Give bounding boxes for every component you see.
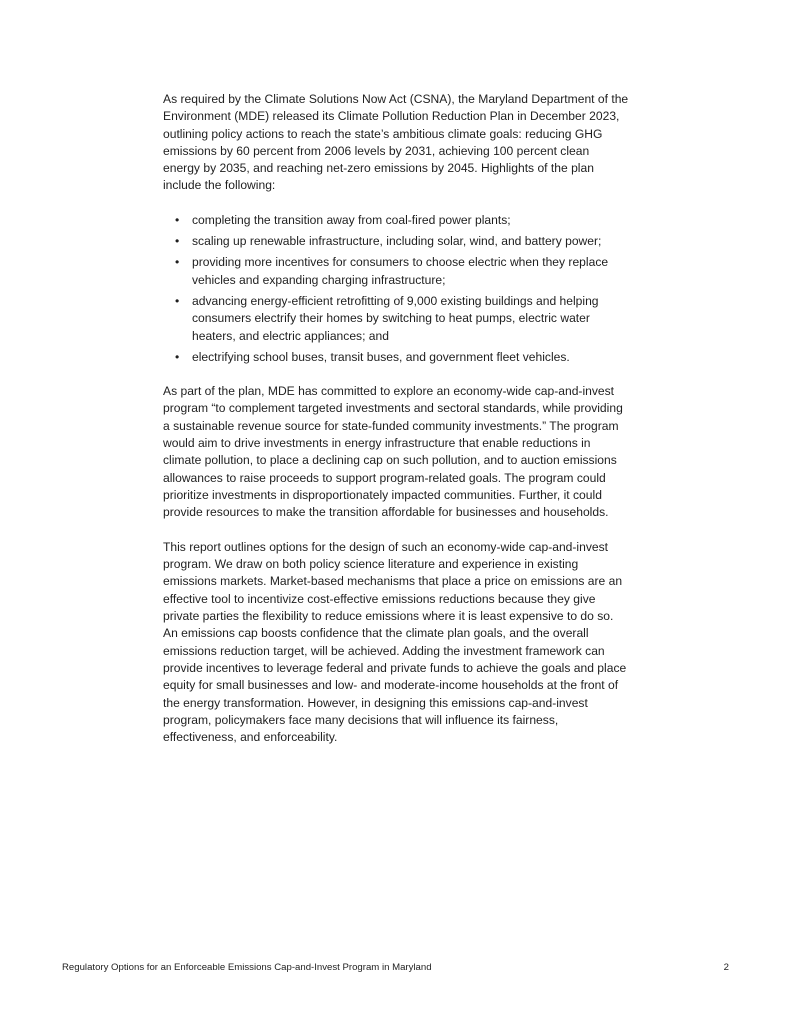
- page-body: [163, 91, 629, 746]
- list-item-text: advancing energy-efficient retrofitting of 9,000 existing buildings and helping consumers electrify their homes by switching to heat pumps, electric water heaters, and electric appliances; and: [192, 293, 599, 343]
- report-outline-paragraph: This report outlines options for the design of such an economy-wide cap-and-invest program. We draw on both policy science literature and experience in existing emissions markets. Market-based mechanisms that place a price on emissions are an effective tool to incentivize cost-effective emissions reductions because they give private parties the flexibility to reduce emissions where it is least expensive to do so. An emissions cap boosts confidence that the climate plan goals, and the overall emissions reduction target, will be achieved. Adding the investment framework can provide incentives to leverage federal and private funds to achieve the goals and place equity for small businesses and low- and moderate-income households at the front of the energy transformation. However, in designing this emissions cap-and-invest program, policymakers face many decisions that will influence its fairness, effectiveness, and enforceability.: [163, 539, 627, 745]
- page-footer: [62, 962, 729, 973]
- list-item-text: electrifying school buses, transit buses, and government fleet vehicles.: [192, 349, 570, 364]
- list-item: [163, 349, 629, 366]
- bullet-icon: •: [175, 293, 180, 308]
- cap-and-invest-paragraph: As part of the plan, MDE has committed to explore an economy-wide cap-and-invest program “to complement targeted investments and sectoral standards, while providing a sustainable revenue source for state-funded community investments.” The program would aim to drive investments in energy infrastructure that enable reductions in climate pollution, to place a declining cap on such pollution, and to auction emissions allowances to raise proceeds to support program-related goals. The program could prioritize investments in disproportionately impacted communities. Further, it could provide resources to make the transition affordable for businesses and households.: [163, 384, 623, 520]
- list-item: [163, 212, 629, 229]
- list-item: [163, 233, 629, 250]
- intro-paragraph: As required by the Climate Solutions Now Act (CSNA), the Maryland Department of the Environment (MDE) released its Climate Pollution Reduction Plan in December 2023, outlining policy actions to reach the state’s ambitious climate goals: reducing GHG emissions by 60 percent from 2006 levels by 2031, achieving 100 percent clean energy by 2035, and reaching net-zero emissions by 2045. Highlights of the plan include the following:: [163, 92, 629, 193]
- list-item: [163, 254, 629, 289]
- bullet-icon: •: [175, 255, 180, 270]
- list-item: [163, 293, 629, 345]
- bullet-icon: •: [175, 234, 180, 249]
- bullet-icon: •: [175, 349, 180, 364]
- page-number: 2: [723, 962, 729, 973]
- highlights-list: [163, 212, 629, 366]
- footer-title: Regulatory Options for an Enforceable Emissions Cap-and-Invest Program in Maryland: [62, 962, 432, 973]
- list-item-text: completing the transition away from coal-fired power plants;: [192, 212, 511, 227]
- list-item-text: providing more incentives for consumers to choose electric when they replace vehicles and expanding charging infrastructure;: [192, 255, 609, 287]
- list-item-text: scaling up renewable infrastructure, including solar, wind, and battery power;: [192, 234, 602, 249]
- bullet-icon: •: [175, 212, 180, 227]
